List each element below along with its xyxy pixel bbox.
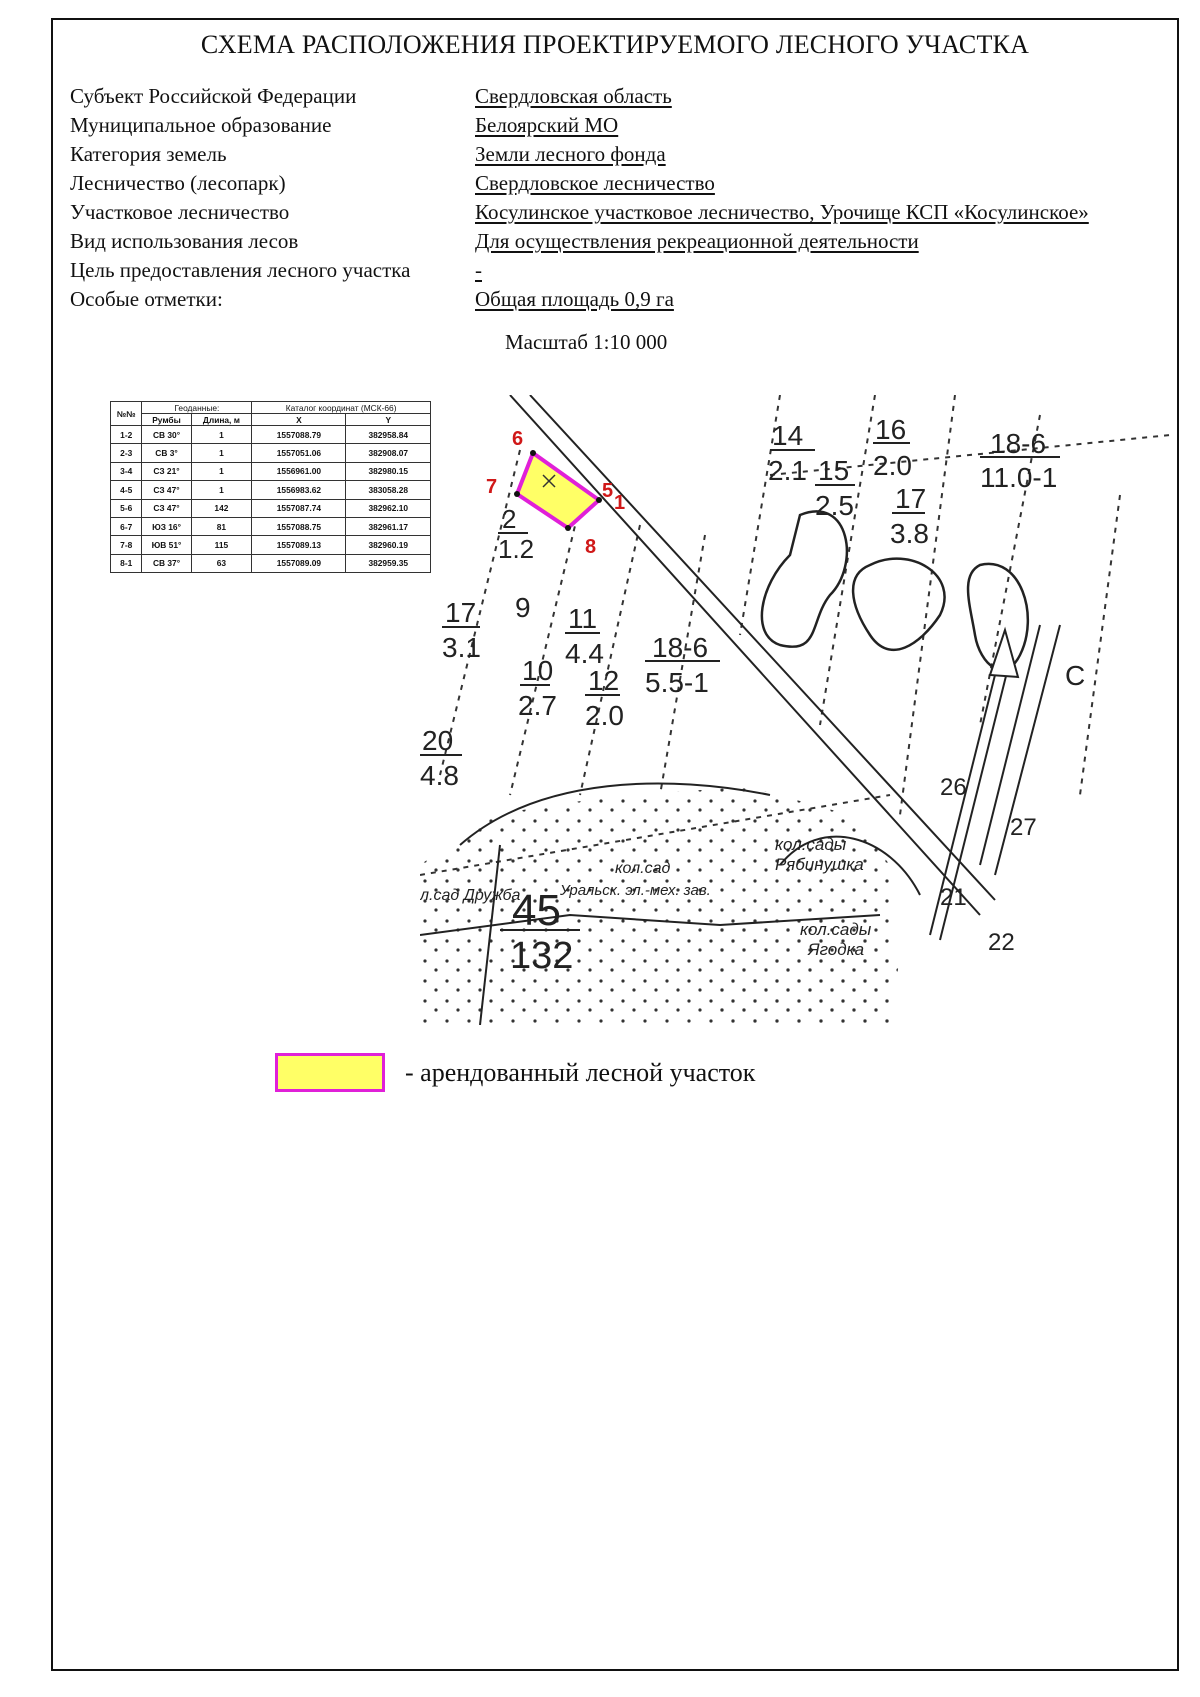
info-value: Свердловское лесничество: [475, 171, 715, 195]
cell-number: 7-8: [111, 536, 142, 554]
map-label: 2.1: [768, 455, 807, 486]
info-label: Участковое лесничество: [70, 200, 290, 224]
scale-label: Масштаб 1:10 000: [505, 330, 668, 354]
leased-plot: [517, 453, 599, 528]
cell-x: 1556961.00: [252, 462, 346, 480]
table-row: [111, 554, 431, 572]
th-catalog: Каталог координат (МСК-66): [252, 402, 431, 414]
cell-x: 1556983.62: [252, 481, 346, 499]
map-label: 18-6: [990, 428, 1047, 459]
map-label: 1.2: [498, 534, 535, 564]
cell-x: 1557089.13: [252, 536, 346, 554]
cell-rumb: ЮЗ 16°: [142, 517, 191, 535]
info-block: [70, 82, 1089, 314]
cell-y: 382908.07: [346, 444, 431, 462]
info-row: [70, 140, 1089, 169]
map-label: 2: [502, 504, 517, 534]
page-title: СХЕМА РАСПОЛОЖЕНИЯ ПРОЕКТИРУЕМОГО ЛЕСНОГО УЧАСТКА: [200, 30, 1030, 59]
map-label: 22: [988, 929, 1015, 956]
cell-length: 1: [191, 481, 252, 499]
cell-rumb: СВ 37°: [142, 554, 191, 572]
th-rumb: Румбы: [142, 414, 191, 426]
info-label: Категория земель: [70, 142, 227, 166]
map-label: 132: [510, 935, 574, 977]
map-label: 11.0-1: [980, 462, 1058, 493]
point-label-8: 8: [585, 536, 597, 558]
map-label: 2.5: [815, 490, 854, 521]
point-label-7: 7: [486, 476, 498, 498]
info-value: Косулинское участковое лесничество, Урочище КСП «Косулинское»: [475, 200, 1089, 224]
table-row: [111, 499, 431, 517]
info-value: Белоярский МО: [475, 113, 619, 137]
map-label: кол.сад: [615, 860, 671, 877]
cell-y: 382980.15: [346, 462, 431, 480]
table-row: [111, 536, 431, 554]
map-label: 3.1: [442, 632, 481, 663]
th-y: Y: [346, 414, 431, 426]
table-row: [111, 481, 431, 499]
cell-x: 1557088.75: [252, 517, 346, 535]
map-label: 17: [445, 597, 477, 628]
map-label: 20: [422, 725, 454, 756]
map-label: 2.0: [585, 700, 624, 731]
cell-number: 2-3: [111, 444, 142, 462]
cell-length: 1: [191, 444, 252, 462]
th-x: X: [252, 414, 346, 426]
cell-y: 382962.10: [346, 499, 431, 517]
cell-x: 1557088.79: [252, 426, 346, 444]
cell-rumb: СЗ 47°: [142, 481, 191, 499]
map-label: 4.4: [565, 638, 604, 669]
map-label: Ягодка: [808, 940, 865, 959]
cell-length: 1: [191, 426, 252, 444]
table-row: [111, 462, 431, 480]
cell-number: 6-7: [111, 517, 142, 535]
legend-swatch: [275, 1053, 385, 1092]
cell-rumb: СВ 30°: [142, 426, 191, 444]
map-label: 11: [568, 603, 598, 634]
info-label: Субъект Российской Федерации: [70, 84, 357, 108]
cell-rumb: СЗ 47°: [142, 499, 191, 517]
cell-y: 382960.19: [346, 536, 431, 554]
map-label: 27: [1010, 814, 1037, 841]
info-value: -: [475, 258, 482, 282]
cell-number: 3-4: [111, 462, 142, 480]
info-row: [70, 256, 1089, 285]
map-label: 12: [588, 665, 620, 696]
map-label: л.сад Дружба: [420, 887, 521, 904]
map-label: кол.сады: [775, 835, 847, 854]
cell-rumb: СВ 3°: [142, 444, 191, 462]
map-label: 4.8: [420, 760, 459, 791]
coordinates-table: [110, 401, 431, 573]
info-value: Общая площадь 0,9 га: [475, 287, 674, 311]
info-row: [70, 82, 1089, 111]
info-row: [70, 285, 1089, 314]
table-row: [111, 444, 431, 462]
point-label-1: 1: [614, 492, 626, 514]
map-label: 2.0: [873, 450, 912, 481]
map-label: Уральск. эл.-мех. зав.: [560, 882, 711, 899]
cell-y: 382961.17: [346, 517, 431, 535]
map-label: 21: [940, 884, 967, 911]
info-row: [70, 198, 1089, 227]
cell-number: 4-5: [111, 481, 142, 499]
info-row: [70, 169, 1089, 198]
info-label: Муниципальное образование: [70, 113, 332, 137]
table-row: [111, 426, 431, 444]
cell-number: 8-1: [111, 554, 142, 572]
cell-rumb: ЮВ 51°: [142, 536, 191, 554]
cell-x: 1557051.06: [252, 444, 346, 462]
map-label: 14: [772, 420, 804, 451]
map-label: 2.7: [518, 690, 557, 721]
th-length: Длина, м: [191, 414, 252, 426]
map-label: 3.8: [890, 518, 929, 549]
info-value: Свердловская область: [475, 84, 672, 108]
cell-x: 1557087.74: [252, 499, 346, 517]
info-label: Лесничество (лесопарк): [70, 171, 286, 195]
point-label-5: 5: [602, 480, 614, 502]
cell-number: 1-2: [111, 426, 142, 444]
table-row: [111, 517, 431, 535]
legend-text: - арендованный лесной участок: [405, 1058, 756, 1087]
map-label: 9: [515, 592, 531, 623]
map-label: 17: [895, 483, 927, 514]
th-number: №№: [111, 402, 142, 426]
cell-length: 63: [191, 554, 252, 572]
map-label: 18-6: [652, 632, 709, 663]
info-row: [70, 111, 1089, 140]
map-label: С: [1065, 660, 1086, 691]
map-label: 5.5-1: [645, 667, 709, 698]
cell-x: 1557089.09: [252, 554, 346, 572]
map-label: 15: [818, 455, 850, 486]
cell-length: 81: [191, 517, 252, 535]
info-value: Земли лесного фонда: [475, 142, 666, 166]
info-row: [70, 227, 1089, 256]
cell-y: 382959.35: [346, 554, 431, 572]
info-value: Для осуществления рекреационной деятельности: [475, 229, 919, 253]
cell-number: 5-6: [111, 499, 142, 517]
cell-rumb: СЗ 21°: [142, 462, 191, 480]
map-label: 10: [522, 655, 554, 686]
cell-length: 142: [191, 499, 252, 517]
cell-length: 115: [191, 536, 252, 554]
info-label: Особые отметки:: [70, 287, 223, 311]
point-label-6: 6: [512, 428, 524, 450]
cell-length: 1: [191, 462, 252, 480]
map-label: 26: [940, 774, 967, 801]
cell-y: 382958.84: [346, 426, 431, 444]
map-label: 45: [512, 886, 561, 935]
info-label: Вид использования лесов: [70, 229, 299, 253]
map-label: Рябинушка: [775, 855, 864, 874]
map-label: 16: [875, 414, 907, 445]
info-label: Цель предоставления лесного участка: [70, 258, 411, 282]
th-geodata: Геоданные:: [142, 402, 252, 414]
cell-y: 383058.28: [346, 481, 431, 499]
forest-map: [420, 395, 1170, 1025]
map-label: кол.сады: [800, 920, 872, 939]
